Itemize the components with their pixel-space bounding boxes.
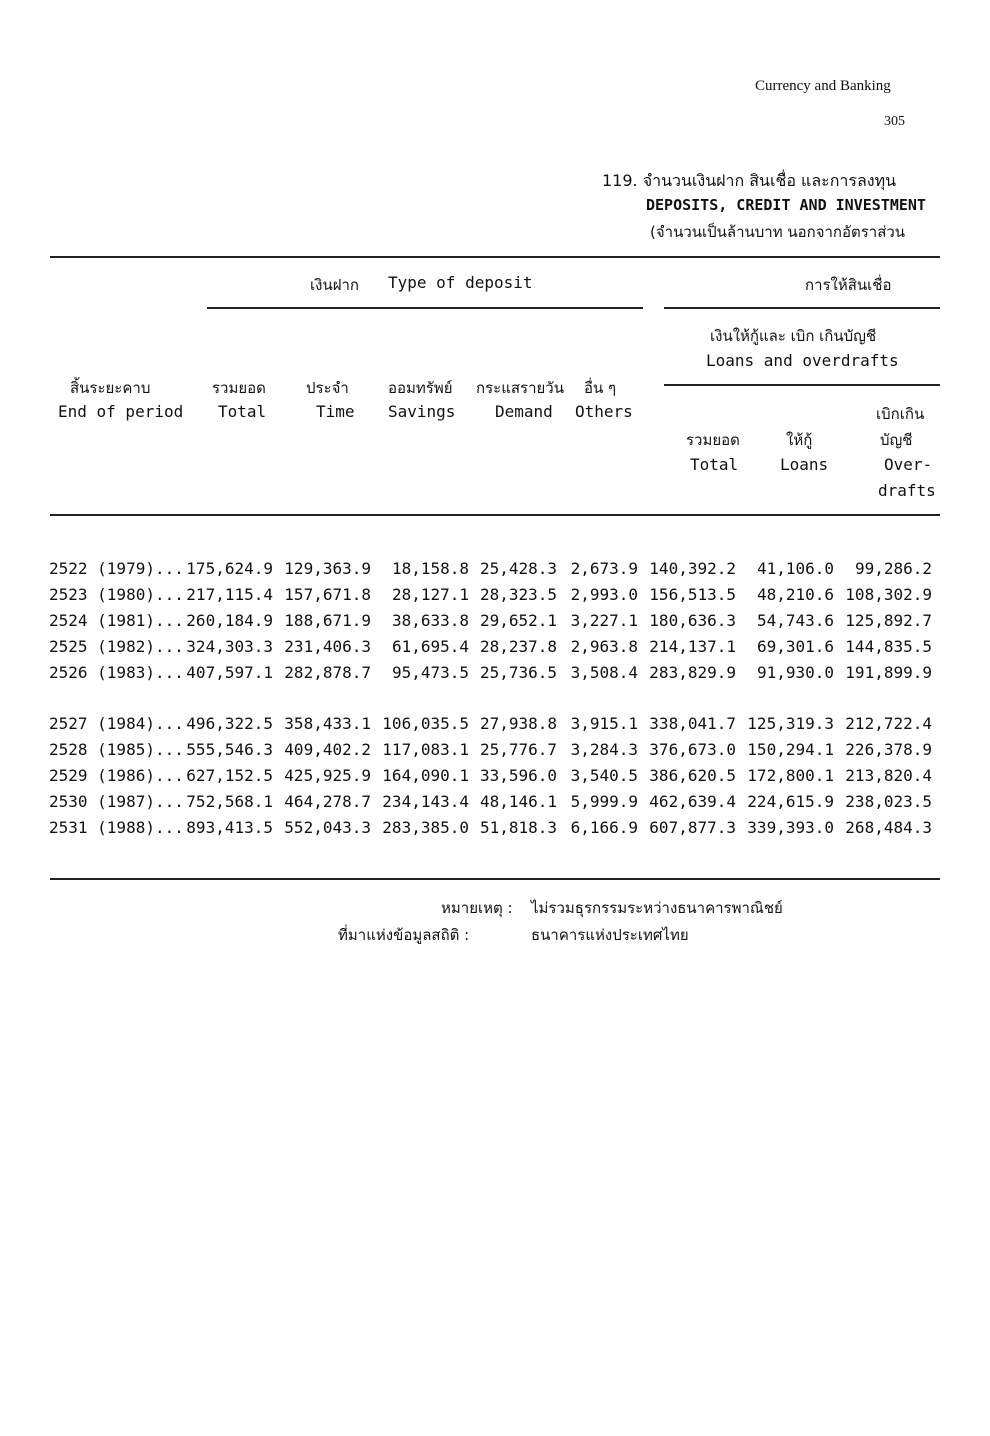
cell-period: 2531 (1988)... bbox=[49, 818, 184, 837]
cell-period: 2524 (1981)... bbox=[49, 611, 184, 630]
cell-period: 2526 (1983)... bbox=[49, 663, 184, 682]
cell-overdrafts: 226,378.9 bbox=[845, 740, 932, 759]
loans-group-english: Loans and overdrafts bbox=[706, 351, 899, 370]
cell-others: 3,284.3 bbox=[570, 740, 638, 759]
credit-group-thai: การให้สินเชื่อ bbox=[805, 276, 892, 294]
overdrafts-header-thai-1: เบิกเกิน bbox=[876, 405, 925, 423]
cell-time: 282,878.7 bbox=[284, 663, 371, 682]
table-title-thai: 119. จำนวนเงินฝาก สินเชื่อ และการลงทุน bbox=[602, 171, 897, 190]
overdrafts-header-thai-2: บัญชี bbox=[880, 431, 913, 449]
cell-others: 6,166.9 bbox=[570, 818, 638, 837]
cell-time: 464,278.7 bbox=[284, 792, 371, 811]
cell-time: 358,433.1 bbox=[284, 714, 371, 733]
cell-time: 409,402.2 bbox=[284, 740, 371, 759]
cell-loan-total: 338,041.7 bbox=[649, 714, 736, 733]
cell-overdrafts: 108,302.9 bbox=[845, 585, 932, 604]
cell-time: 157,671.8 bbox=[284, 585, 371, 604]
cell-savings: 28,127.1 bbox=[391, 585, 469, 604]
cell-demand: 27,938.8 bbox=[479, 714, 557, 733]
source-label: ที่มาแห่งข้อมูลสถิติ : bbox=[338, 926, 470, 944]
page-number: 305 bbox=[884, 114, 905, 129]
cell-loan-total: 386,620.5 bbox=[649, 766, 736, 785]
cell-loans: 172,800.1 bbox=[747, 766, 834, 785]
loans-group-thai: เงินให้กู้และ เบิก เกินบัญชี bbox=[710, 327, 877, 345]
cell-loans: 48,210.6 bbox=[756, 585, 834, 604]
cell-others: 3,915.1 bbox=[570, 714, 638, 733]
cell-others: 2,963.8 bbox=[570, 637, 638, 656]
credit-group-rule bbox=[664, 307, 940, 309]
cell-total: 407,597.1 bbox=[186, 663, 273, 682]
cell-overdrafts: 238,023.5 bbox=[845, 792, 932, 811]
cell-total: 496,322.5 bbox=[186, 714, 273, 733]
cell-loan-total: 283,829.9 bbox=[649, 663, 736, 682]
period-header-english: End of period bbox=[58, 402, 184, 421]
deposit-group-rule bbox=[207, 307, 643, 309]
others-header-english: Others bbox=[575, 402, 633, 421]
cell-loan-total: 180,636.3 bbox=[649, 611, 736, 630]
cell-demand: 51,818.3 bbox=[479, 818, 557, 837]
table-bottom-rule bbox=[50, 878, 940, 880]
cell-loans: 69,301.6 bbox=[756, 637, 834, 656]
cell-period: 2525 (1982)... bbox=[49, 637, 184, 656]
cell-loan-total: 607,877.3 bbox=[649, 818, 736, 837]
cell-period: 2527 (1984)... bbox=[49, 714, 184, 733]
cell-total: 893,413.5 bbox=[186, 818, 273, 837]
cell-demand: 25,776.7 bbox=[479, 740, 557, 759]
cell-loans: 224,615.9 bbox=[747, 792, 834, 811]
savings-header-thai: ออมทรัพย์ bbox=[388, 379, 453, 397]
cell-time: 231,406.3 bbox=[284, 637, 371, 656]
cell-others: 2,673.9 bbox=[570, 559, 638, 578]
source-text: ธนาคารแห่งประเทศไทย bbox=[531, 926, 689, 944]
cell-period: 2522 (1979)... bbox=[49, 559, 184, 578]
cell-savings: 164,090.1 bbox=[382, 766, 469, 785]
cell-loan-total: 140,392.2 bbox=[649, 559, 736, 578]
overdrafts-header-english-2: drafts bbox=[878, 481, 936, 500]
cell-period: 2523 (1980)... bbox=[49, 585, 184, 604]
cell-savings: 18,158.8 bbox=[391, 559, 469, 578]
loans-group-rule bbox=[664, 384, 940, 386]
running-title: Currency and Banking bbox=[755, 78, 891, 94]
cell-demand: 25,428.3 bbox=[479, 559, 557, 578]
total-header-english: Total bbox=[218, 402, 267, 421]
cell-total: 175,624.9 bbox=[186, 559, 273, 578]
note-text: ไม่รวมธุรกรรมระหว่างธนาคารพาณิชย์ bbox=[531, 899, 783, 917]
cell-loans: 339,393.0 bbox=[747, 818, 834, 837]
cell-demand: 48,146.1 bbox=[479, 792, 557, 811]
cell-period: 2530 (1987)... bbox=[49, 792, 184, 811]
cell-total: 627,152.5 bbox=[186, 766, 273, 785]
time-header-english: Time bbox=[316, 402, 355, 421]
cell-time: 425,925.9 bbox=[284, 766, 371, 785]
cell-demand: 28,237.8 bbox=[479, 637, 557, 656]
loan-total-header-english: Total bbox=[690, 455, 739, 474]
loans-header-english: Loans bbox=[780, 455, 829, 474]
cell-total: 752,568.1 bbox=[186, 792, 273, 811]
cell-total: 217,115.4 bbox=[186, 585, 273, 604]
cell-others: 3,508.4 bbox=[570, 663, 638, 682]
cell-loan-total: 214,137.1 bbox=[649, 637, 736, 656]
cell-savings: 117,083.1 bbox=[382, 740, 469, 759]
cell-total: 260,184.9 bbox=[186, 611, 273, 630]
demand-header-english: Demand bbox=[495, 402, 553, 421]
deposit-group-thai: เงินฝาก bbox=[310, 276, 359, 294]
cell-total: 324,303.3 bbox=[186, 637, 273, 656]
cell-period: 2528 (1985)... bbox=[49, 740, 184, 759]
cell-total: 555,546.3 bbox=[186, 740, 273, 759]
cell-demand: 29,652.1 bbox=[479, 611, 557, 630]
cell-overdrafts: 125,892.7 bbox=[845, 611, 932, 630]
cell-loans: 41,106.0 bbox=[756, 559, 834, 578]
cell-overdrafts: 144,835.5 bbox=[845, 637, 932, 656]
cell-overdrafts: 212,722.4 bbox=[845, 714, 932, 733]
header-bottom-rule bbox=[50, 514, 940, 516]
cell-savings: 283,385.0 bbox=[382, 818, 469, 837]
note-label: หมายเหตุ : bbox=[441, 899, 513, 917]
loans-header-thai: ให้กู้ bbox=[786, 431, 813, 449]
cell-time: 188,671.9 bbox=[284, 611, 371, 630]
cell-loans: 54,743.6 bbox=[756, 611, 834, 630]
loan-total-header-thai: รวมยอด bbox=[686, 431, 740, 449]
cell-overdrafts: 213,820.4 bbox=[845, 766, 932, 785]
period-header-thai: สิ้นระยะคาบ bbox=[70, 379, 151, 397]
cell-savings: 234,143.4 bbox=[382, 792, 469, 811]
cell-overdrafts: 99,286.2 bbox=[854, 559, 932, 578]
deposit-group-english: Type of deposit bbox=[388, 273, 533, 292]
cell-savings: 106,035.5 bbox=[382, 714, 469, 733]
cell-savings: 38,633.8 bbox=[391, 611, 469, 630]
cell-savings: 61,695.4 bbox=[391, 637, 469, 656]
cell-time: 129,363.9 bbox=[284, 559, 371, 578]
demand-header-thai: กระแสรายวัน bbox=[476, 379, 564, 397]
cell-loans: 91,930.0 bbox=[756, 663, 834, 682]
cell-loans: 125,319.3 bbox=[747, 714, 834, 733]
cell-others: 3,540.5 bbox=[570, 766, 638, 785]
cell-loan-total: 462,639.4 bbox=[649, 792, 736, 811]
cell-loan-total: 376,673.0 bbox=[649, 740, 736, 759]
others-header-thai: อื่น ๆ bbox=[584, 379, 617, 397]
cell-time: 552,043.3 bbox=[284, 818, 371, 837]
cell-loan-total: 156,513.5 bbox=[649, 585, 736, 604]
cell-demand: 25,736.5 bbox=[479, 663, 557, 682]
cell-overdrafts: 268,484.3 bbox=[845, 818, 932, 837]
cell-overdrafts: 191,899.9 bbox=[845, 663, 932, 682]
cell-others: 5,999.9 bbox=[570, 792, 638, 811]
table-unit-note: (จำนวนเป็นล้านบาท นอกจากอัตราส่วน bbox=[650, 223, 906, 241]
time-header-thai: ประจำ bbox=[306, 379, 349, 397]
cell-demand: 33,596.0 bbox=[479, 766, 557, 785]
cell-loans: 150,294.1 bbox=[747, 740, 834, 759]
cell-period: 2529 (1986)... bbox=[49, 766, 184, 785]
savings-header-english: Savings bbox=[388, 402, 456, 421]
cell-savings: 95,473.5 bbox=[391, 663, 469, 682]
overdrafts-header-english-1: Over- bbox=[884, 455, 933, 474]
cell-others: 2,993.0 bbox=[570, 585, 638, 604]
table-top-rule bbox=[50, 256, 940, 258]
table-title-english: DEPOSITS, CREDIT AND INVESTMENT bbox=[646, 196, 926, 214]
total-header-thai: รวมยอด bbox=[212, 379, 266, 397]
cell-demand: 28,323.5 bbox=[479, 585, 557, 604]
cell-others: 3,227.1 bbox=[570, 611, 638, 630]
